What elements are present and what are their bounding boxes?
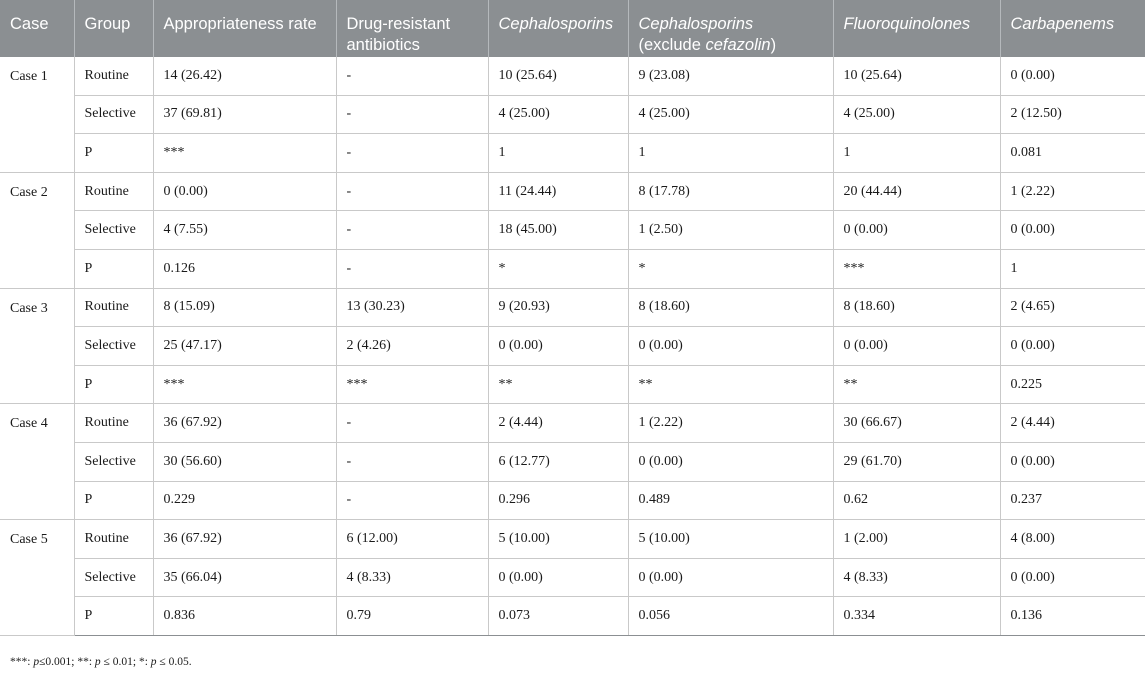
drug-resistant-cell: - [336, 172, 488, 211]
cephalosporins-cell: 0.073 [488, 597, 628, 636]
appropriateness-cell: 0.126 [153, 249, 336, 288]
group-cell: Selective [74, 211, 153, 250]
header-ceph-excl-suffix: ) [770, 36, 777, 54]
fluoroquinolones-cell: *** [833, 249, 1000, 288]
cephalosporins-cell: * [488, 249, 628, 288]
ceph-excl-cell: 1 (2.22) [628, 404, 833, 443]
cephalosporins-cell: 10 (25.64) [488, 57, 628, 96]
case-label: Case 1 [0, 57, 74, 173]
cephalosporins-cell: 5 (10.00) [488, 520, 628, 559]
carbapenems-cell: 0.136 [1000, 597, 1145, 636]
ceph-excl-cell: * [628, 249, 833, 288]
fluoroquinolones-cell: 1 [833, 134, 1000, 173]
appropriateness-cell: 14 (26.42) [153, 57, 336, 96]
ceph-excl-cell: 8 (18.60) [628, 288, 833, 327]
appropriateness-cell: 25 (47.17) [153, 327, 336, 366]
cephalosporins-cell: 6 (12.77) [488, 442, 628, 481]
carbapenems-cell: 0 (0.00) [1000, 442, 1145, 481]
table-row [0, 520, 1145, 559]
cephalosporins-cell: 1 [488, 134, 628, 173]
table-row [0, 134, 1145, 173]
fluoroquinolones-cell: 0.334 [833, 597, 1000, 636]
footnote-p2-var: p [94, 656, 101, 668]
carbapenems-cell: 0 (0.00) [1000, 57, 1145, 96]
table-body [0, 57, 1145, 636]
cephalosporins-cell: 9 (20.93) [488, 288, 628, 327]
drug-resistant-cell: 0.79 [336, 597, 488, 636]
case-label: Case 3 [0, 288, 74, 404]
footnote [10, 656, 192, 668]
group-cell: Routine [74, 404, 153, 443]
cephalosporins-cell: 0 (0.00) [488, 327, 628, 366]
carbapenems-cell: 2 (4.65) [1000, 288, 1145, 327]
group-cell: Routine [74, 520, 153, 559]
group-cell: P [74, 481, 153, 520]
header-ceph-excl-drug: cefazolin [705, 36, 771, 54]
cephalosporins-cell: 0 (0.00) [488, 558, 628, 597]
drug-resistant-cell: - [336, 211, 488, 250]
cephalosporins-cell: ** [488, 365, 628, 404]
fluoroquinolones-cell: 10 (25.64) [833, 57, 1000, 96]
fluoroquinolones-cell: 4 (25.00) [833, 95, 1000, 134]
drug-resistant-cell: - [336, 404, 488, 443]
ceph-excl-cell: 8 (17.78) [628, 172, 833, 211]
group-cell: Routine [74, 57, 153, 96]
appropriateness-cell: 0 (0.00) [153, 172, 336, 211]
fluoroquinolones-cell: ** [833, 365, 1000, 404]
fluoroquinolones-cell: 1 (2.00) [833, 520, 1000, 559]
drug-resistant-cell: 2 (4.26) [336, 327, 488, 366]
footnote-p2-rel: ≤ 0.01; [100, 656, 139, 668]
table-row [0, 597, 1145, 636]
carbapenems-cell: 0 (0.00) [1000, 558, 1145, 597]
group-cell: P [74, 134, 153, 173]
group-cell: Routine [74, 172, 153, 211]
header-row [0, 0, 1145, 57]
footnote-p1-stars: ***: [10, 656, 34, 668]
carbapenems-cell: 1 (2.22) [1000, 172, 1145, 211]
drug-resistant-cell: *** [336, 365, 488, 404]
table-row [0, 211, 1145, 250]
footnote-p1-var: p [33, 656, 40, 668]
drug-resistant-cell: - [336, 134, 488, 173]
ceph-excl-cell: ** [628, 365, 833, 404]
appropriateness-cell: 4 (7.55) [153, 211, 336, 250]
header-carbapenems: Carbapenems [1000, 0, 1145, 57]
ceph-excl-cell: 0 (0.00) [628, 558, 833, 597]
carbapenems-cell: 0 (0.00) [1000, 211, 1145, 250]
table-row [0, 57, 1145, 96]
header-ceph-excl-mid: (exclude [638, 36, 706, 54]
fluoroquinolones-cell: 20 (44.44) [833, 172, 1000, 211]
table-row [0, 558, 1145, 597]
drug-resistant-cell: - [336, 57, 488, 96]
appropriateness-cell: 35 (66.04) [153, 558, 336, 597]
case-label: Case 2 [0, 172, 74, 288]
table-row [0, 481, 1145, 520]
ceph-excl-cell: 9 (23.08) [628, 57, 833, 96]
appropriateness-cell: 30 (56.60) [153, 442, 336, 481]
cephalosporins-cell: 18 (45.00) [488, 211, 628, 250]
fluoroquinolones-cell: 4 (8.33) [833, 558, 1000, 597]
group-cell: P [74, 597, 153, 636]
fluoroquinolones-cell: 0 (0.00) [833, 211, 1000, 250]
table-row [0, 442, 1145, 481]
ceph-excl-cell: 0.056 [628, 597, 833, 636]
ceph-excl-cell: 0.489 [628, 481, 833, 520]
appropriateness-cell: 0.836 [153, 597, 336, 636]
drug-resistant-cell: - [336, 249, 488, 288]
drug-resistant-cell: 6 (12.00) [336, 520, 488, 559]
footnote-p3-stars: *: [138, 656, 151, 668]
footnote-p1-rel: ≤0.001; [39, 656, 78, 668]
footnote-p3-var: p [150, 656, 157, 668]
header-cephalosporins-excl [628, 0, 833, 57]
carbapenems-cell: 0.225 [1000, 365, 1145, 404]
case-label: Case 5 [0, 520, 74, 636]
fluoroquinolones-cell: 30 (66.67) [833, 404, 1000, 443]
appropriateness-cell: 0.229 [153, 481, 336, 520]
ceph-excl-cell: 1 (2.50) [628, 211, 833, 250]
header-group: Group [74, 0, 153, 57]
cephalosporins-cell: 4 (25.00) [488, 95, 628, 134]
header-fluoroquinolones: Fluoroquinolones [833, 0, 1000, 57]
cephalosporins-cell: 2 (4.44) [488, 404, 628, 443]
table-row [0, 95, 1145, 134]
group-cell: Selective [74, 442, 153, 481]
footnote-p3-rel: ≤ 0.05. [156, 656, 192, 668]
table-row [0, 172, 1145, 211]
carbapenems-cell: 2 (12.50) [1000, 95, 1145, 134]
table-row [0, 288, 1145, 327]
appropriateness-cell: 37 (69.81) [153, 95, 336, 134]
appropriateness-cell: 36 (67.92) [153, 520, 336, 559]
appropriateness-cell: *** [153, 134, 336, 173]
fluoroquinolones-cell: 0 (0.00) [833, 327, 1000, 366]
carbapenems-cell: 2 (4.44) [1000, 404, 1145, 443]
group-cell: Selective [74, 558, 153, 597]
carbapenems-cell: 0.237 [1000, 481, 1145, 520]
fluoroquinolones-cell: 29 (61.70) [833, 442, 1000, 481]
header-ceph-excl-prefix: Cephalosporins [638, 15, 754, 33]
group-cell: P [74, 249, 153, 288]
drug-resistant-cell: 13 (30.23) [336, 288, 488, 327]
cephalosporins-cell: 11 (24.44) [488, 172, 628, 211]
carbapenems-cell: 0.081 [1000, 134, 1145, 173]
drug-resistant-cell: - [336, 481, 488, 520]
ceph-excl-cell: 0 (0.00) [628, 327, 833, 366]
fluoroquinolones-cell: 0.62 [833, 481, 1000, 520]
ceph-excl-cell: 1 [628, 134, 833, 173]
case-label: Case 4 [0, 404, 74, 520]
appropriateness-cell: *** [153, 365, 336, 404]
carbapenems-cell: 1 [1000, 249, 1145, 288]
group-cell: P [74, 365, 153, 404]
drug-resistant-cell: 4 (8.33) [336, 558, 488, 597]
header-case: Case [0, 0, 74, 57]
ceph-excl-cell: 4 (25.00) [628, 95, 833, 134]
group-cell: Routine [74, 288, 153, 327]
carbapenems-cell: 0 (0.00) [1000, 327, 1145, 366]
appropriateness-cell: 36 (67.92) [153, 404, 336, 443]
group-cell: Selective [74, 95, 153, 134]
ceph-excl-cell: 0 (0.00) [628, 442, 833, 481]
table-row [0, 404, 1145, 443]
drug-resistant-cell: - [336, 442, 488, 481]
group-cell: Selective [74, 327, 153, 366]
header-drug-resistant: Drug-resistant antibiotics [336, 0, 488, 57]
ceph-excl-cell: 5 (10.00) [628, 520, 833, 559]
appropriateness-cell: 8 (15.09) [153, 288, 336, 327]
table-row [0, 327, 1145, 366]
cephalosporins-cell: 0.296 [488, 481, 628, 520]
carbapenems-cell: 4 (8.00) [1000, 520, 1145, 559]
table-row [0, 249, 1145, 288]
header-appropriateness: Appropriateness rate [153, 0, 336, 57]
fluoroquinolones-cell: 8 (18.60) [833, 288, 1000, 327]
drug-resistant-cell: - [336, 95, 488, 134]
header-cephalosporins: Cephalosporins [488, 0, 628, 57]
table-row [0, 365, 1145, 404]
footnote-p2-stars: **: [77, 656, 95, 668]
